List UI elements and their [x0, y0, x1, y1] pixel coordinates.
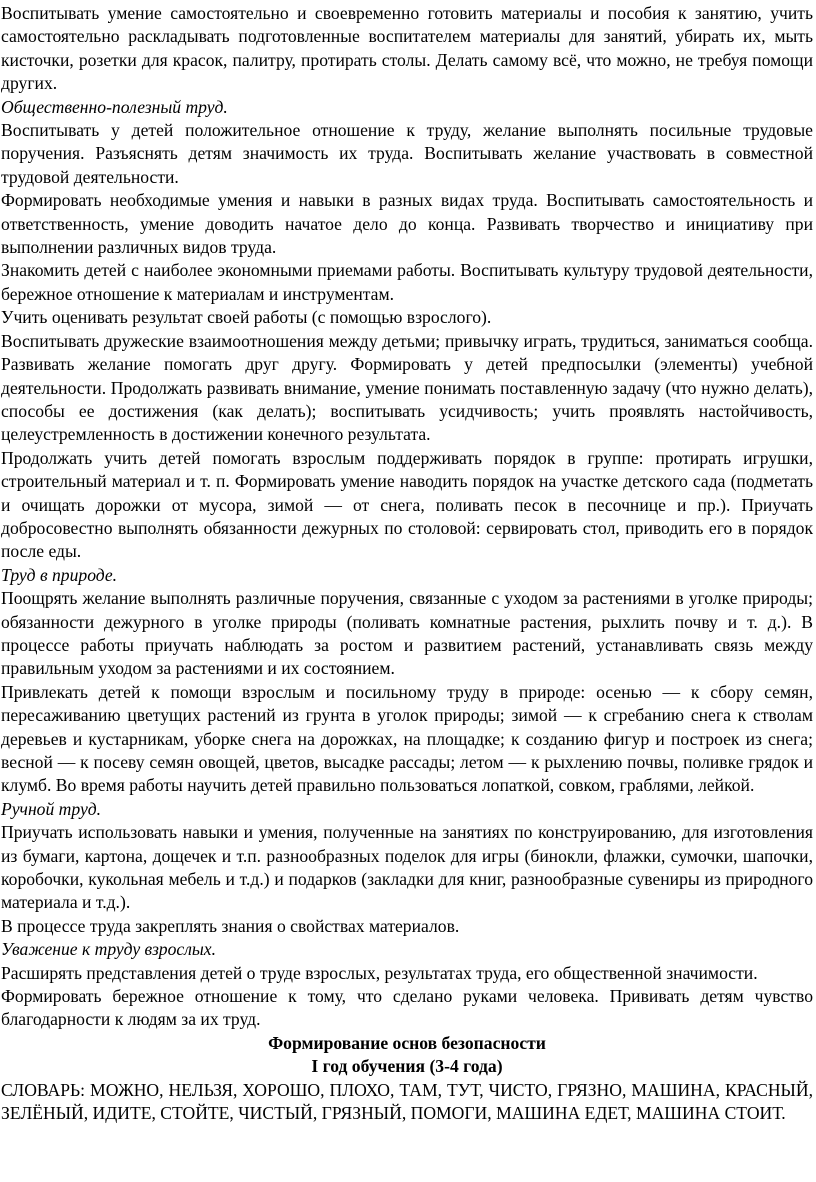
- heading-socially-useful-work: Общественно-полезный труд.: [1, 96, 228, 117]
- heading-respect-adult-work: Уважение к труду взрослых.: [1, 939, 216, 960]
- heading-first-year: I год обучения (3-4 года): [311, 1056, 503, 1077]
- heading-manual-work: Ручной труд.: [1, 798, 101, 819]
- paragraph-evaluate-result: Учить оценивать результат своей работы (с помощью взрослого).: [1, 307, 492, 328]
- paragraph-economical-methods: Знакомить детей с наиболее экономными приемами работы. Воспитывать культуру трудовой деятельности, бережное отношение к материалам и инструментам.: [1, 260, 813, 304]
- paragraph-adult-work-ideas: Расширять представления детей о труде взрослых, результатах труда, его общественной значимости.: [1, 962, 758, 983]
- paragraph-crafts: Приучать использовать навыки и умения, полученные на занятиях по конструированию, для изготовления из бумаги, картона, дощечек и т.п. разнообразных поделок для игры (бинокли, флажки, сумочки, шапочки, коробочки, кукольная мебель и т.д.) и подарков (закладки для книг, разнообразные сувениры из природного материала и т.д.).: [1, 822, 813, 913]
- paragraph-order-in-group: Продолжать учить детей помогать взрослым поддерживать порядок в группе: протирать игрушки, строительный материал и т. п. Формировать умение наводить порядок на участке детского сада (подметать и очищать дорожки от мусора, зимой — от снега, поливать песок в песочнице и пр.). Приучать добросовестно выполнять обязанности дежурных по столовой: сервировать стол, приводить его в порядок после еды.: [1, 447, 813, 562]
- heading-safety-basics: Формирование основ безопасности: [268, 1032, 546, 1053]
- paragraph-friendly-relations: Воспитывать дружеские взаимоотношения между детьми; привычку играть, трудиться, заниматься сообща. Развивать желание помогать друг другу. Формировать у детей предпосылки (элементы) учебной деятельности. Продолжать развивать внимание, умение понимать поставленную задачу (что нужно делать), способы ее достижения (как делать); воспитывать усидчивость; учить проявлять настойчивость, целеустремленность в достижении конечного результата.: [1, 330, 813, 445]
- heading-work-in-nature: Труд в природе.: [1, 564, 118, 585]
- paragraph-skills: Формировать необходимые умения и навыки в разных видах труда. Воспитывать самостоятельность и ответственность, умение доводить начатое дело до конца. Развивать творчество и инициативу при выполнении различных видов труда.: [1, 190, 813, 258]
- paragraph-positive-attitude: Воспитывать у детей положительное отношение к труду, желание выполнять посильные трудовые поручения. Разъяснять детям значимость их труда. Воспитывать желание участвовать в совместной трудовой деятельности.: [1, 120, 813, 187]
- paragraph-nature-corner: Поощрять желание выполнять различные поручения, связанные с уходом за растениями в уголке природы; обязанности дежурного в уголке природы (поливать комнатные растения, рыхлить почву и т. д.). В процессе работы приучать наблюдать за ростом и развитием растений, устанавливать связь между правильным уходом за растениями и их состоянием.: [1, 588, 813, 679]
- paragraph-material-properties: В процессе труда закреплять знания о свойствах материалов.: [1, 915, 460, 936]
- paragraph-seasonal-work: Привлекать детей к помощи взрослым и посильному труду в природе: осенью — к сбору семян, пересаживанию цветущих растений из грунта в уголок природы; зимой — к сгребанию снега к стволам деревьев и кустарникам, уборке снега на дорожках, на площадке; к созданию фигур и построек из снега; весной — к посеву семян овощей, цветов, высадке рассады; летом — к рыхлению почвы, поливке грядок и клумб. Во время работы научить детей правильно пользоваться лопаткой, совком, граблями, лейкой.: [1, 681, 813, 796]
- vocabulary-list: СЛОВАРЬ: МОЖНО, НЕЛЬЗЯ, ХОРОШО, ПЛОХО, ТАМ, ТУТ, ЧИСТО, ГРЯЗНО, МАШИНА, КРАСНЫЙ, ЗЕЛЁНЫЙ, ИДИТЕ, СТОЙТЕ, ЧИСТЫЙ, ГРЯЗНЫЙ, ПОМОГИ, МАШИНА ЕДЕТ, МАШИНА СТОИТ.: [1, 1079, 813, 1124]
- paragraph-self-preparation: Воспитывать умение самостоятельно и своевременно готовить материалы и пособия к занятию, учить самостоятельно раскладывать подготовленные воспитателем материалы для занятий, убирать их, мыть кисточки, розетки для красок, палитру, протирать столы. Делать самому всё, что можно, не требуя помощи других.: [1, 3, 813, 94]
- paragraph-careful-attitude: Формировать бережное отношение к тому, что сделано руками человека. Прививать детям чувство благодарности к людям за их труд.: [1, 986, 813, 1030]
